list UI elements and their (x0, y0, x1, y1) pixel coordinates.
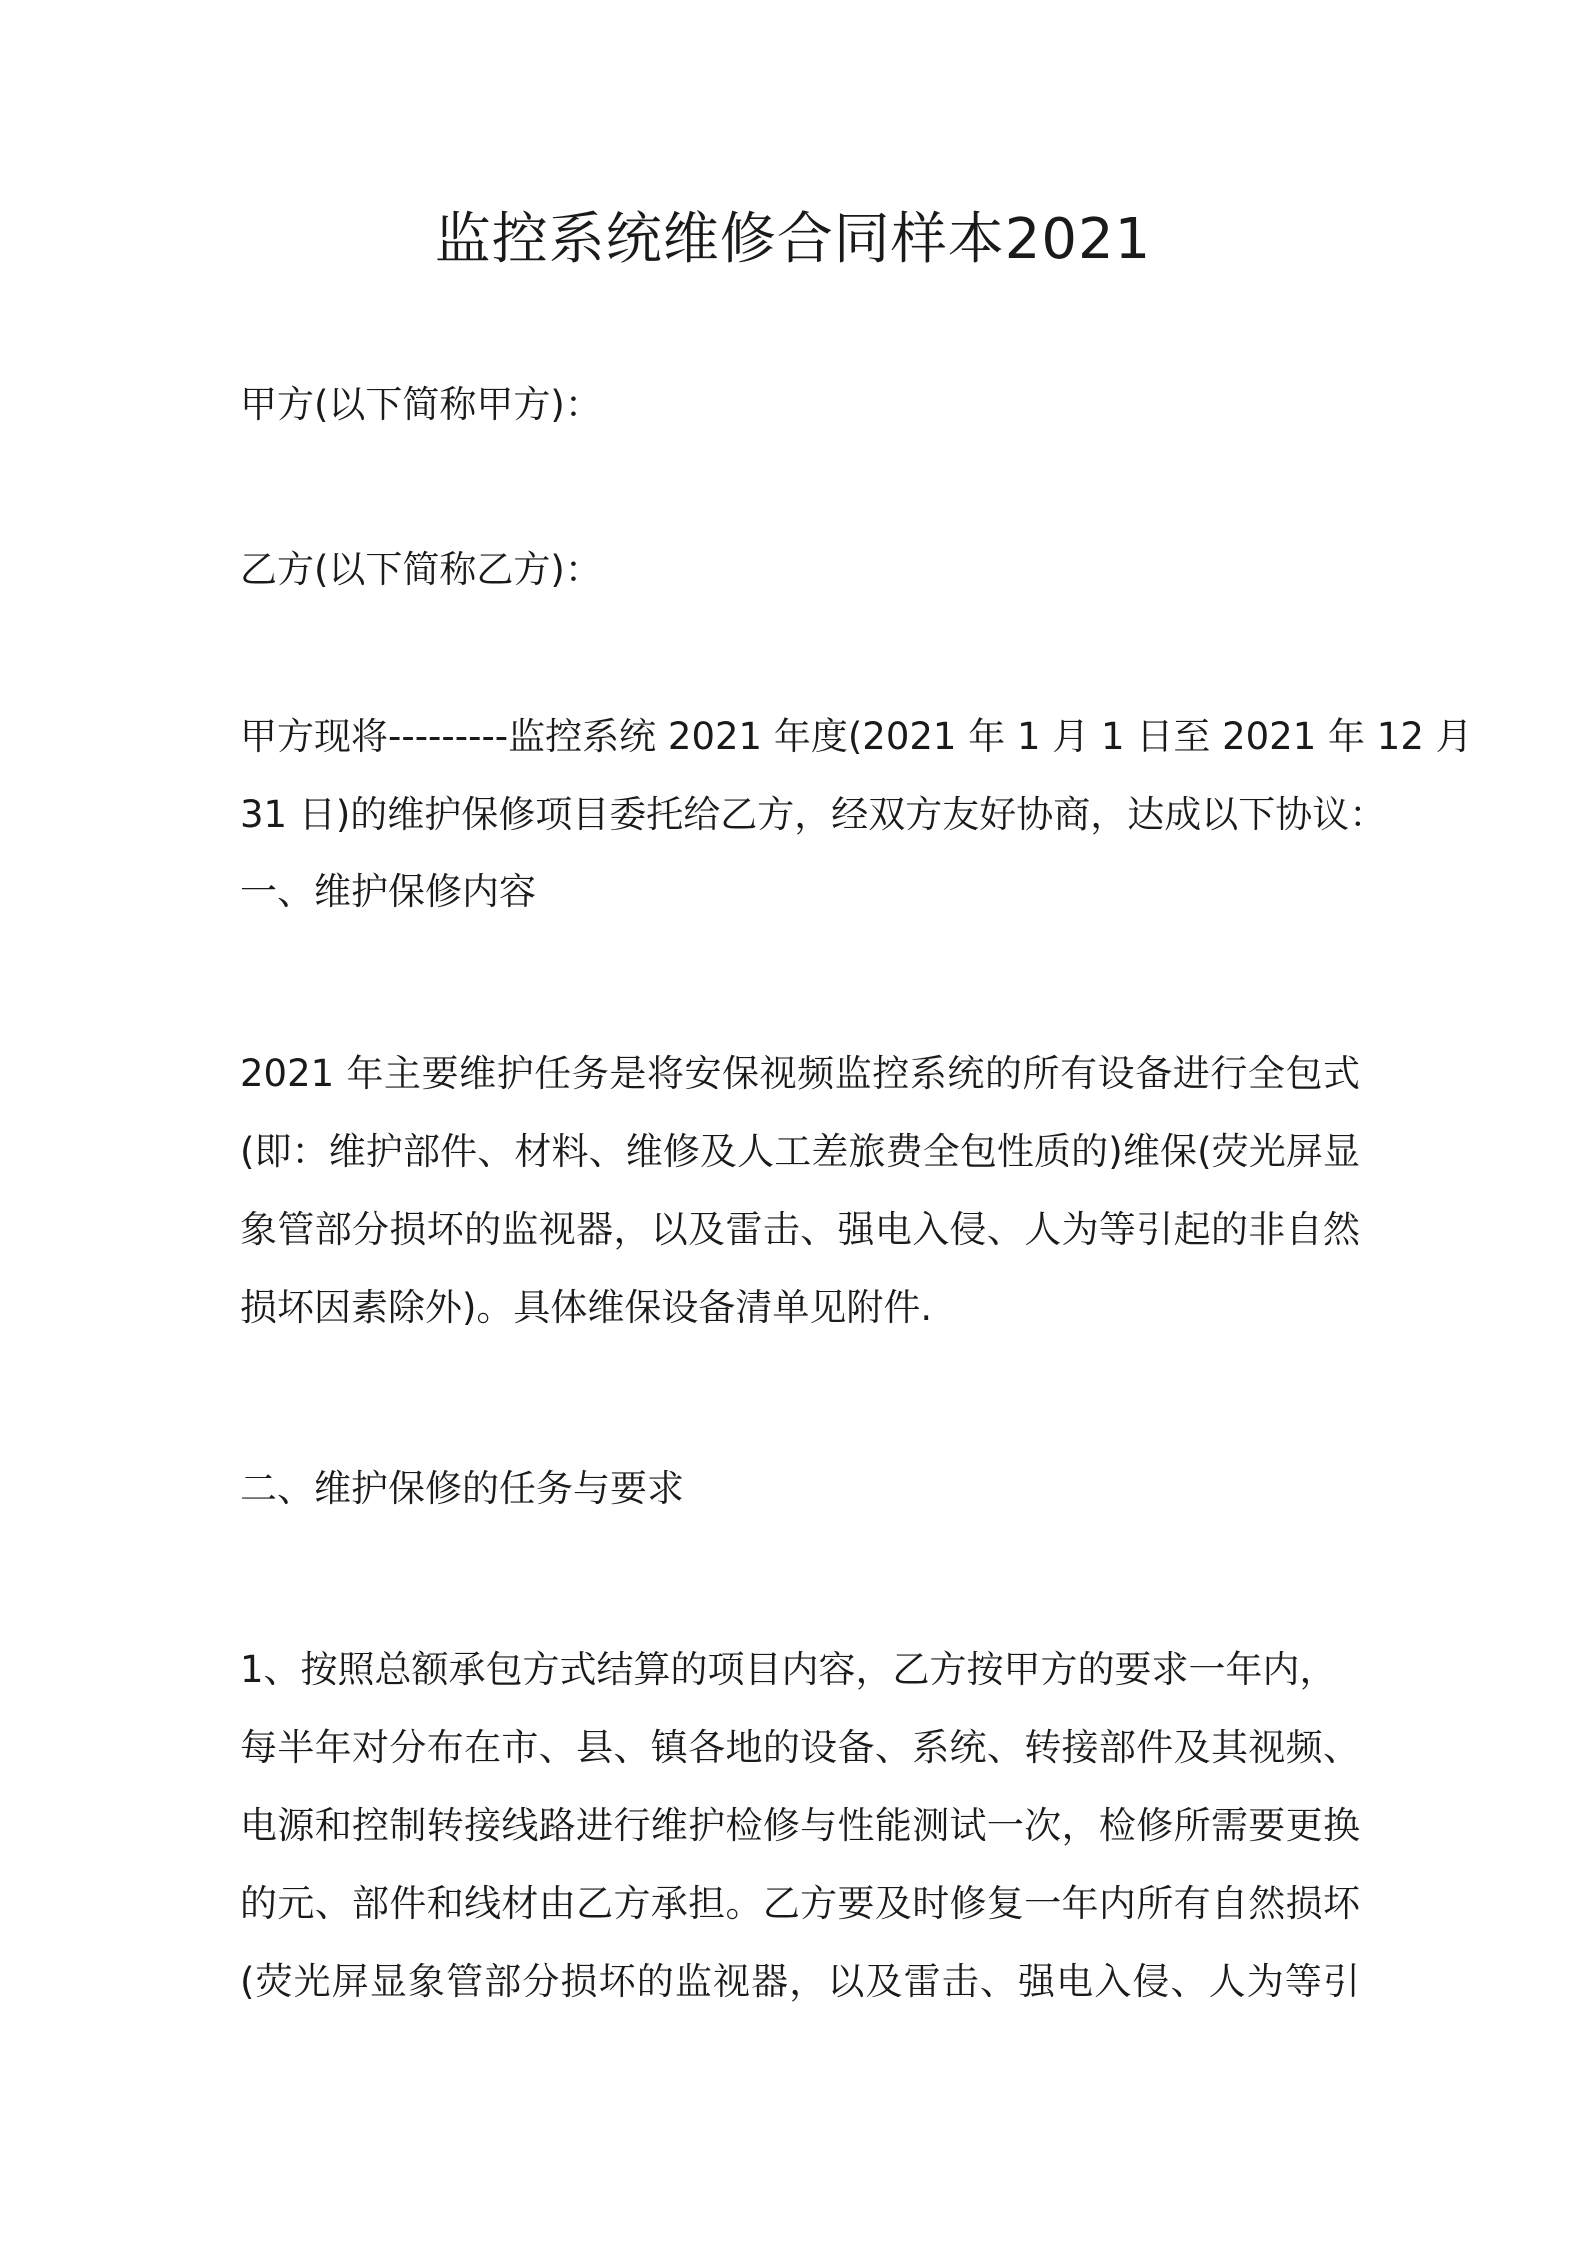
party-b-line: 乙方(以下简称乙方)： (240, 548, 602, 591)
section2-line-4: 的元、部件和线材由乙方承担。乙方要及时修复一年内所有自然损坏 (240, 1882, 1360, 1925)
section-heading-2: 二、维护保修的任务与要求 (240, 1467, 684, 1510)
document-title: 监控系统维修合同样本2021 (434, 207, 1152, 272)
section2-line-1: 1、按照总额承包方式结算的项目内容，乙方按甲方的要求一年内， (240, 1648, 1337, 1691)
section1-line-3: 象管部分损坏的监视器，以及雷击、强电入侵、人为等引起的非自然 (240, 1208, 1360, 1251)
section-heading-1: 一、维护保修内容 (240, 870, 536, 913)
party-a-line: 甲方(以下简称甲方)： (240, 383, 602, 426)
section1-line-1: 2021 年主要维护任务是将安保视频监控系统的所有设备进行全包式 (240, 1052, 1360, 1095)
intro-line-1: 甲方现将---------监控系统 2021 年度(2021 年 1 月 1 日至 2021 年 12 月 (240, 715, 1473, 758)
section2-line-5: (荧光屏显象管部分损坏的监视器，以及雷击、强电入侵、人为等引 (240, 1960, 1360, 2003)
section1-line-4: 损坏因素除外)。具体维保设备清单见附件. (240, 1286, 933, 1329)
section2-line-3: 电源和控制转接线路进行维护检修与性能测试一次，检修所需要更换 (240, 1804, 1360, 1847)
section1-line-2: (即：维护部件、材料、维修及人工差旅费全包性质的)维保(荧光屏显 (240, 1130, 1360, 1173)
section2-line-2: 每半年对分布在市、县、镇各地的设备、系统、转接部件及其视频、 (240, 1726, 1360, 1769)
intro-line-2: 31 日)的维护保修项目委托给乙方，经双方友好协商，达成以下协议： (240, 793, 1387, 836)
